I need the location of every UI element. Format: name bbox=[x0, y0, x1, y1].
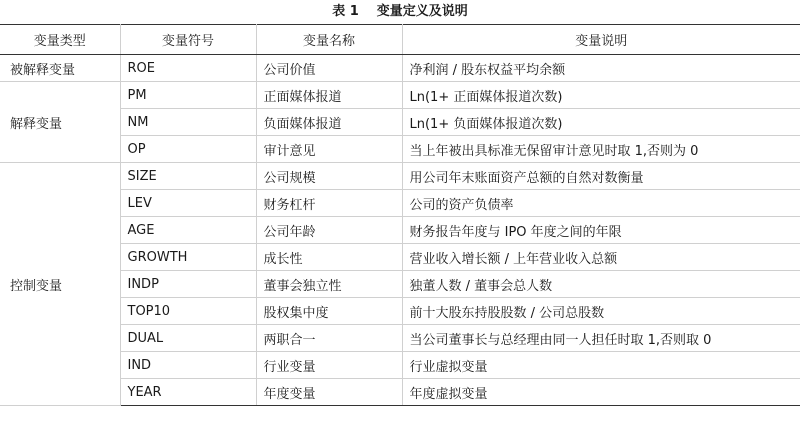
variable-name-cell: 公司价值 bbox=[256, 55, 402, 82]
variable-symbol-cell: ROE bbox=[120, 55, 256, 82]
variable-symbol-cell: GROWTH bbox=[120, 244, 256, 271]
variable-name-cell: 成长性 bbox=[256, 244, 402, 271]
variable-name-cell: 年度变量 bbox=[256, 379, 402, 406]
variable-name-cell: 负面媒体报道 bbox=[256, 109, 402, 136]
header-variable-symbol: 变量符号 bbox=[120, 25, 256, 55]
header-row bbox=[0, 25, 800, 55]
table-row bbox=[0, 190, 800, 217]
header-variable-name: 变量名称 bbox=[256, 25, 402, 55]
variable-name-cell: 正面媒体报道 bbox=[256, 82, 402, 109]
table-number: 表 1 bbox=[332, 4, 359, 19]
table-row bbox=[0, 379, 800, 406]
variable-symbol-cell: YEAR bbox=[120, 379, 256, 406]
variable-name-cell: 董事会独立性 bbox=[256, 271, 402, 298]
variable-name-cell: 行业变量 bbox=[256, 352, 402, 379]
table-row bbox=[0, 244, 800, 271]
variable-symbol-cell: INDP bbox=[120, 271, 256, 298]
variable-name-cell: 股权集中度 bbox=[256, 298, 402, 325]
variable-description-cell: Ln(1+ 负面媒体报道次数) bbox=[402, 109, 800, 136]
variable-symbol-cell: NM bbox=[120, 109, 256, 136]
variable-description-cell: 前十大股东持股股数 / 公司总股数 bbox=[402, 298, 800, 325]
variable-description-cell: 营业收入增长额 / 上年营业收入总额 bbox=[402, 244, 800, 271]
variable-name-cell: 公司年龄 bbox=[256, 217, 402, 244]
variable-description-cell: Ln(1+ 正面媒体报道次数) bbox=[402, 82, 800, 109]
variable-type-cell: 被解释变量 bbox=[0, 55, 120, 82]
header-variable-description: 变量说明 bbox=[402, 25, 800, 55]
variable-name-cell: 财务杠杆 bbox=[256, 190, 402, 217]
variable-symbol-cell: SIZE bbox=[120, 163, 256, 190]
variable-description-cell: 净利润 / 股东权益平均余额 bbox=[402, 55, 800, 82]
header-variable-type: 变量类型 bbox=[0, 25, 120, 55]
table-title: 变量定义及说明 bbox=[376, 4, 468, 19]
variable-description-cell: 当公司董事长与总经理由同一人担任时取 1,否则取 0 bbox=[402, 325, 800, 352]
variable-name-cell: 审计意见 bbox=[256, 136, 402, 163]
variable-description-cell: 年度虚拟变量 bbox=[402, 379, 800, 406]
table-row bbox=[0, 352, 800, 379]
variable-description-cell: 用公司年末账面资产总额的自然对数衡量 bbox=[402, 163, 800, 190]
table-row bbox=[0, 109, 800, 136]
variable-symbol-cell: DUAL bbox=[120, 325, 256, 352]
table-row bbox=[0, 271, 800, 298]
variable-symbol-cell: TOP10 bbox=[120, 298, 256, 325]
variable-name-cell: 两职合一 bbox=[256, 325, 402, 352]
variable-name-cell: 公司规模 bbox=[256, 163, 402, 190]
variable-type-cell: 控制变量 bbox=[0, 163, 120, 406]
variable-description-cell: 公司的资产负债率 bbox=[402, 190, 800, 217]
variable-symbol-cell: OP bbox=[120, 136, 256, 163]
variable-symbol-cell: AGE bbox=[120, 217, 256, 244]
table-row bbox=[0, 298, 800, 325]
table-row bbox=[0, 82, 800, 109]
table-caption bbox=[0, 3, 800, 21]
variable-type-cell: 解释变量 bbox=[0, 82, 120, 163]
table-row bbox=[0, 217, 800, 244]
table-row bbox=[0, 136, 800, 163]
variable-description-cell: 独董人数 / 董事会总人数 bbox=[402, 271, 800, 298]
variable-description-cell: 当上年被出具标准无保留审计意见时取 1,否则为 0 bbox=[402, 136, 800, 163]
variable-symbol-cell: PM bbox=[120, 82, 256, 109]
variable-symbol-cell: IND bbox=[120, 352, 256, 379]
table-row bbox=[0, 55, 800, 82]
table-row bbox=[0, 163, 800, 190]
table-body bbox=[0, 55, 800, 406]
table-row bbox=[0, 325, 800, 352]
variable-description-cell: 财务报告年度与 IPO 年度之间的年限 bbox=[402, 217, 800, 244]
variable-definition-table bbox=[0, 24, 800, 406]
variable-description-cell: 行业虚拟变量 bbox=[402, 352, 800, 379]
variable-symbol-cell: LEV bbox=[120, 190, 256, 217]
